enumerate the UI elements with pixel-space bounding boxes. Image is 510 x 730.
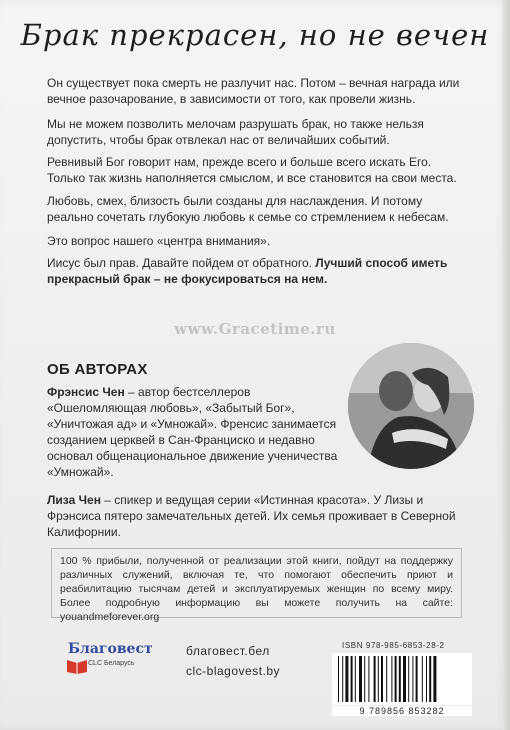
author-text-2: – спикер и ведущая серии «Истинная красота». У Лизы и Фрэнсиса пятеро замечательных детей. Их семья проживает в Северной Калифорнии. [47, 493, 456, 539]
barcode-number: 9 789856 853282 [332, 706, 472, 716]
author-bio-2 [47, 492, 467, 540]
publisher-site-1: благовест.бел [186, 644, 270, 658]
author-name-1: Фрэнсис Чен [47, 385, 125, 399]
cover-edge [502, 0, 510, 730]
paragraph-4: Любовь, смех, близость были созданы для наслаждения. И потому реально сочетать глубокую любовь к семье со стремлением к небесам. [47, 194, 449, 224]
paragraph-3: Ревнивый Бог говорит нам, прежде всего и больше всего искать Его. Только так жизнь наполняется смыслом, и все становится на свои места. [47, 155, 457, 185]
profits-notice: 100 % прибыли, полученной от реализации этой книги, пойдут на поддержку различных служений, включая те, что помогают обеспечить приют и реабилитацию тысячам детей и эксплуатируемых женщин по всему миру. Более подробную информацию вы можете получить на сайте: youandmeforever.org [51, 548, 462, 618]
publisher-logo [64, 641, 160, 677]
paragraph-final [47, 255, 467, 287]
final-plain-text: Иисус был прав. Давайте пойдем от обратного. [47, 256, 316, 270]
barcode [332, 653, 472, 705]
author-name-2: Лиза Чен [47, 493, 101, 507]
paragraph-5: Это вопрос нашего «центра внимания». [47, 234, 271, 248]
publisher-logo-sub: CLC Беларусь [88, 660, 135, 667]
watermark: www.Gracetime.ru [174, 320, 336, 338]
author-bio-1 [47, 384, 343, 480]
publisher-site-2: clc-blagovest.by [186, 664, 281, 678]
authors-photo [348, 343, 474, 469]
author-text-1: – автор бестселлеров «Ошеломляющая любовь», «Забытый Бог», «Уничтожая ад» и «Умножай». Френсис занимается созданием церквей в Сан-Франциско и недавно основал общенациональное движение ученичества «Умножай». [47, 385, 338, 479]
book-icon [66, 658, 88, 674]
paragraph-1: Он существует пока смерть не разлучит нас. Потом – вечная награда или вечное разочарование, в зависимости от того, как провели жизнь. [47, 76, 460, 106]
paragraph-2: Мы не можем позволить мелочам разрушать брак, но также нельзя допустить, чтобы брак отвлекал нас от величайших событий. [47, 117, 424, 147]
final-bold-text: Лучший способ иметь прекрасный брак – не фокусироваться на нем. [47, 256, 448, 286]
authors-heading: ОБ АВТОРАХ [47, 361, 148, 378]
publisher-logo-text: Благовест [68, 641, 153, 657]
isbn-text: ISBN 978-985-6853-28-2 [342, 641, 445, 650]
cover-title: Брак прекрасен, но не вечен [20, 18, 490, 52]
